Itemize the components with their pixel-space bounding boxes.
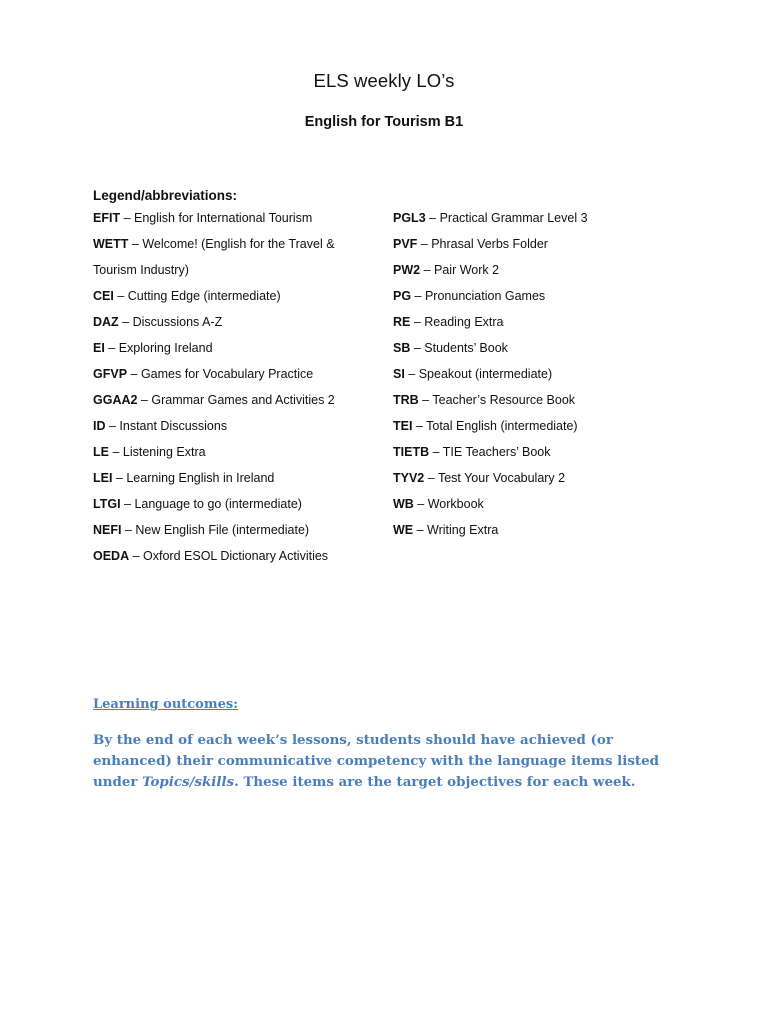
legend-entry [393,387,673,413]
legend-abbreviation: WB [393,497,414,511]
legend-abbreviation: GFVP [93,367,128,381]
legend-separator: – [411,289,425,303]
legend-abbreviation: TRB [393,393,419,407]
legend-separator: – [417,237,432,251]
legend-entry [93,205,383,231]
legend-entry [93,283,383,309]
legend-description: Teacher’s Resource Book [432,393,576,407]
legend-description: Reading Extra [424,315,504,329]
legend-entry [93,335,383,361]
learning-outcomes-heading: Learning outcomes: [93,697,238,712]
legend-abbreviation: CEI [93,289,114,303]
legend-abbreviation: DAZ [93,315,119,329]
legend-abbreviation: SB [393,341,411,355]
legend-separator: – [120,497,135,511]
legend-entry [393,283,673,309]
legend-separator: – [108,445,123,459]
legend-description: Games for Vocabulary Practice [140,367,314,381]
legend-entry [93,491,383,517]
legend-abbreviation: RE [393,315,411,329]
legend-separator: – [104,341,119,355]
learning-outcomes-text-italic: Topics/skills [142,774,235,790]
legend-entry-continuation: Tourism Industry) [93,263,189,277]
legend-separator: – [127,367,141,381]
legend-description: English for International Tourism [134,211,313,225]
legend-entry [393,491,673,517]
legend-entry [393,517,673,543]
legend-entry [93,387,383,413]
page-title: ELS weekly LO’s [313,70,455,91]
legend-entry [93,309,383,335]
legend-description: Pronunciation Games [424,289,546,303]
legend-description: Grammar Games and Activities 2 [151,393,335,407]
legend-description: Speakout (intermediate) [418,367,553,381]
legend-description: Test Your Vocabulary 2 [437,471,566,485]
legend-abbreviation: TYV2 [393,471,425,485]
legend-abbreviation: EFIT [93,211,121,225]
legend-heading: Legend/abbreviations: [93,188,238,203]
legend-description: Exploring Ireland [118,341,213,355]
legend-entry [93,465,383,491]
legend-entry [393,231,673,257]
legend-separator: – [105,419,120,433]
legend-description: Oxford ESOL Dictionary Activities [143,549,329,563]
legend-entry [393,205,673,231]
legend-abbreviation: PW2 [393,263,421,277]
legend-left-column [93,205,383,569]
legend-right-column [393,205,673,543]
legend-description: Language to go (intermediate) [134,497,302,511]
legend-description: Pair Work 2 [434,263,500,277]
legend-description: Students’ Book [424,341,508,355]
legend-separator: – [118,315,133,329]
legend-abbreviation: GGAA2 [93,393,138,407]
legend-entry [93,361,383,387]
legend-separator: – [420,263,434,277]
legend-separator: – [129,549,144,563]
legend-abbreviation: SI [393,367,405,381]
legend-separator: – [410,341,425,355]
legend-abbreviation: OEDA [93,549,130,563]
legend-entry [393,465,673,491]
legend-description: Cutting Edge (intermediate) [127,289,281,303]
legend-description: Welcome! (English for the Travel & [142,237,335,251]
legend-separator: – [412,419,427,433]
legend-entry [393,413,673,439]
legend-abbreviation: LTGI [93,497,121,511]
legend-entry [393,309,673,335]
legend-abbreviation: PGL3 [393,211,426,225]
legend-separator: – [137,393,152,407]
learning-outcomes-text [93,730,693,793]
page-subtitle: English for Tourism B1 [304,114,464,130]
legend-description: Learning English in Ireland [126,471,275,485]
legend-description: Phrasal Verbs Folder [431,237,548,251]
legend-abbreviation: TIETB [393,445,430,459]
legend-separator: – [429,445,443,459]
legend-abbreviation: WE [393,523,414,537]
legend-separator: – [121,523,136,537]
legend-separator: – [120,211,134,225]
legend-separator: – [424,471,438,485]
legend-entry [93,439,383,465]
legend-entry [93,231,383,257]
legend-description: Total English (intermediate) [426,419,578,433]
legend-abbreviation: TEI [393,419,413,433]
legend-description: TIE Teachers’ Book [442,445,551,459]
legend-description: Practical Grammar Level 3 [439,211,588,225]
legend-abbreviation: PVF [393,237,418,251]
legend-entry [393,335,673,361]
legend-abbreviation: LEI [93,471,113,485]
legend-separator: – [128,237,143,251]
legend-separator: – [413,497,428,511]
legend-description: Workbook [427,497,484,511]
legend-separator: – [413,523,428,537]
legend-entry [93,413,383,439]
legend-entry [93,517,383,543]
legend-separator: – [425,211,440,225]
learning-outcomes-text-end: . These items are the target objectives for each week. [234,774,636,790]
legend-abbreviation: LE [93,445,109,459]
legend-abbreviation: EI [93,341,105,355]
legend-abbreviation: PG [393,289,412,303]
legend-separator: – [410,315,425,329]
legend-abbreviation: WETT [93,237,129,251]
legend-entry [393,439,673,465]
legend-description: New English File (intermediate) [135,523,310,537]
legend-separator: – [112,471,127,485]
legend-description: Discussions A-Z [132,315,223,329]
legend-description: Writing Extra [427,523,499,537]
legend-separator: – [113,289,128,303]
learning-outcomes-text-start: By the end of each week’s lessons, students should have achieved (or enhanced) their communicative competency with the language items listed under [93,732,659,790]
legend-description: Instant Discussions [119,419,228,433]
legend-entry [393,361,673,387]
legend-entry [93,543,383,569]
legend-abbreviation: ID [93,419,106,433]
legend-separator: – [404,367,419,381]
legend-entry [393,257,673,283]
legend-abbreviation: NEFI [93,523,122,537]
legend-separator: – [418,393,433,407]
legend-description: Listening Extra [122,445,206,459]
